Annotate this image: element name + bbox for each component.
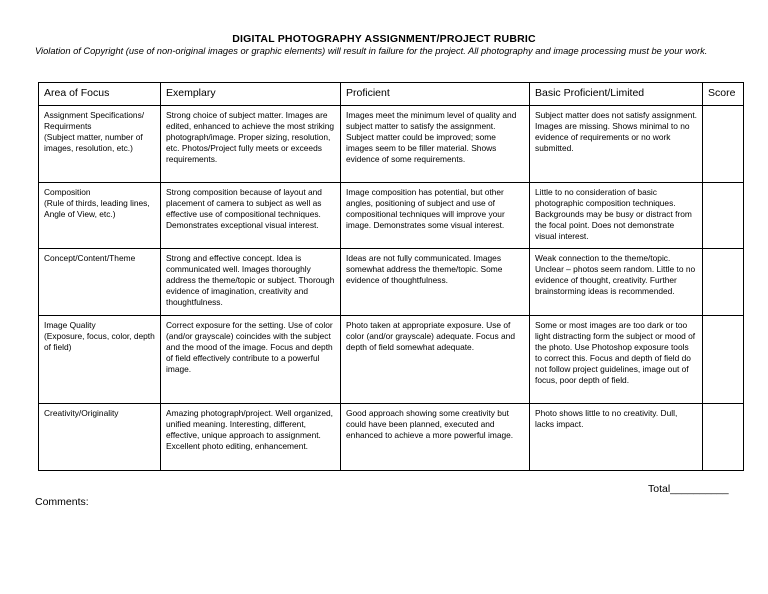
exemplary-cell: Strong choice of subject matter. Images are edited, enhanced to achieve the most striking photograph/image. Proper sizing, resolution, etc. Photos/Project fully meets or exceeds requirements. [161, 106, 341, 183]
header-basic: Basic Proficient/Limited [530, 83, 703, 106]
table-row [39, 106, 744, 183]
score-cell[interactable] [703, 183, 744, 249]
copyright-notice: Violation of Copyright (use of non-original images or graphic elements) will result in failure for the project. All photography and image processing must be your work. [35, 46, 708, 56]
area-label: Creativity/Originality [44, 408, 119, 418]
area-detail: (Subject matter, number of images, resolution, etc.) [44, 132, 143, 153]
header-area: Area of Focus [39, 83, 161, 106]
exemplary-cell: Amazing photograph/project. Well organized, unified meaning. Interesting, different, effective, unique approach to assignment. Excellent photo editing, enhancement. [161, 404, 341, 471]
area-detail: (Exposure, focus, color, depth of field) [44, 331, 155, 352]
score-cell[interactable] [703, 316, 744, 404]
exemplary-cell: Strong and effective concept. Idea is communicated well. Images thoroughly address the theme/topic or subject. Thorough evidence of imagination, creativity and thoughtfulness. [161, 249, 341, 316]
area-cell [39, 183, 161, 249]
area-cell [39, 106, 161, 183]
score-cell[interactable] [703, 249, 744, 316]
header-score: Score [703, 83, 744, 106]
header-proficient: Proficient [341, 83, 530, 106]
area-cell [39, 404, 161, 471]
page-title: DIGITAL PHOTOGRAPHY ASSIGNMENT/PROJECT RUBRIC [232, 33, 536, 45]
proficient-cell: Image composition has potential, but other angles, positioning of subject and use of compositional techniques will improve your image. Demonstrates some visual interest. [341, 183, 530, 249]
area-label: Image Quality [44, 320, 96, 330]
basic-cell: Some or most images are too dark or too light distracting form the subject or mood of the photo. Use Photoshop exposure tools to correct this. Focus and depth of field do not follow project guidelines, image out of focus, poor depth of field. [530, 316, 703, 404]
header-row [39, 83, 744, 106]
area-label: Composition [44, 187, 91, 197]
area-cell [39, 316, 161, 404]
score-cell[interactable] [703, 404, 744, 471]
table-row [39, 183, 744, 249]
basic-cell: Photo shows little to no creativity. Dull, lacks impact. [530, 404, 703, 471]
header-exemplary: Exemplary [161, 83, 341, 106]
proficient-cell: Ideas are not fully communicated. Images somewhat address the theme/topic. Some evidence of thoughtfulness. [341, 249, 530, 316]
exemplary-cell: Strong composition because of layout and placement of camera to subject as well as effective use of compositional techniques. Demonstrates exceptional visual interest. [161, 183, 341, 249]
score-cell[interactable] [703, 106, 744, 183]
basic-cell: Weak connection to the theme/topic. Unclear – photos seem random. Little to no evidence of thought, creativity. Further brainstorming ideas is recommended. [530, 249, 703, 316]
table-row [39, 316, 744, 404]
area-label: Concept/Content/Theme [44, 253, 136, 263]
area-cell [39, 249, 161, 316]
comments-label: Comments: [35, 496, 89, 508]
table-row [39, 249, 744, 316]
rubric-table [38, 82, 744, 471]
basic-cell: Little to no consideration of basic photographic composition techniques. Backgrounds may be busy or distract from the focal point. Does not demonstrate visual interest. [530, 183, 703, 249]
proficient-cell: Images meet the minimum level of quality and subject matter to satisfy the assignment. Subject matter could be improved; some images seem to be filler material. Shows evidence of some requirements. [341, 106, 530, 183]
proficient-cell: Good approach showing some creativity but could have been planned, executed and enhanced to achieve a more powerful image. [341, 404, 530, 471]
area-detail: (Rule of thirds, leading lines, Angle of View, etc.) [44, 198, 150, 219]
total-field[interactable]: Total__________ [648, 483, 729, 495]
area-label: Assignment Specifications/ Requirments [44, 110, 145, 131]
table-row [39, 404, 744, 471]
exemplary-cell: Correct exposure for the setting. Use of color (and/or grayscale) coincides with the subject and the mood of the image. Focus and depth of field effectively contribute to a powerful image. [161, 316, 341, 404]
basic-cell: Subject matter does not satisfy assignment. Images are missing. Shows minimal to no evidence of requirements or no work submitted. [530, 106, 703, 183]
proficient-cell: Photo taken at appropriate exposure. Use of color (and/or grayscale) adequate. Focus and depth of field somewhat adequate. [341, 316, 530, 404]
